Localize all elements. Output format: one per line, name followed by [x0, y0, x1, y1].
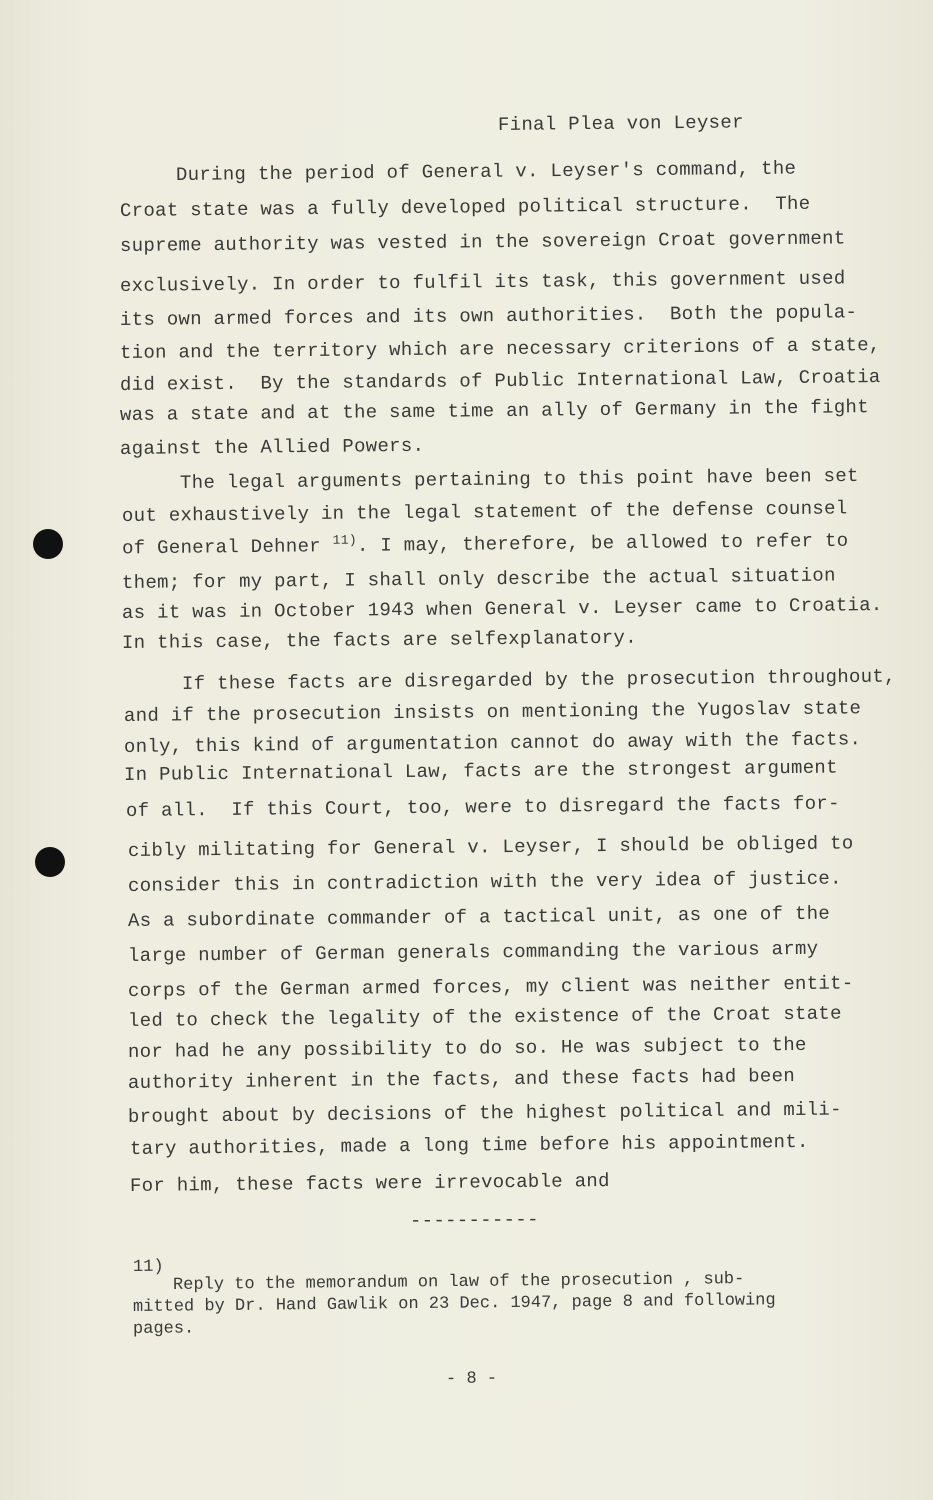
- text-line: of all. If this Court, too, were to disregard the facts for-: [125, 792, 840, 822]
- punch-hole: [33, 529, 63, 559]
- text-line: nor had he any possibility to do so. He was subject to the: [127, 1033, 807, 1063]
- page-number: - 8 -: [445, 1369, 498, 1389]
- text-line: against the Allied Powers.: [119, 434, 425, 460]
- text-line: did exist. By the standards of Public International Law, Croatia: [119, 366, 881, 396]
- footnote-line: pages.: [132, 1319, 195, 1339]
- text-line: led to check the legality of the existence of the Croat state: [127, 1002, 842, 1032]
- footnote-reference: 11): [332, 532, 357, 548]
- footnote-marker: 11): [132, 1257, 164, 1277]
- text-line: was a state and at the same time an ally of Germany in the fight: [119, 396, 869, 426]
- footnote-line: mitted by Dr. Hand Gawlik on 23 Dec. 1947, page 8 and following: [132, 1291, 776, 1317]
- text-fragment: . I may, therefore, be allowed to refer to: [356, 529, 849, 557]
- text-line: brought about by decisions of the highest political and mili-: [127, 1098, 842, 1128]
- page-header-title: Final Plea von Leyser: [497, 111, 744, 136]
- separator-line: -----------: [409, 1208, 539, 1232]
- text-line: cibly militating for General v. Leyser, I should be obliged to: [127, 832, 854, 862]
- text-line: supreme authority was vested in the sovereign Croat government: [119, 227, 846, 257]
- text-line: large number of German generals commanding the various army: [127, 937, 819, 967]
- text-line: tion and the territory which are necessary criterions of a state,: [119, 334, 881, 364]
- footnote-line: Reply to the memorandum on law of the prosecution , sub-: [172, 1270, 745, 1295]
- text-line: During the period of General v. Leyser's command, the: [175, 157, 797, 186]
- text-line: tary authorities, made a long time before his appointment.: [129, 1130, 809, 1160]
- text-line: For him, these facts were irrevocable and: [129, 1169, 610, 1197]
- text-line: its own armed forces and its own authorities. Both the popula-: [119, 301, 858, 331]
- text-line: them; for my part, I shall only describe the actual situation: [121, 564, 836, 594]
- text-line: The legal arguments pertaining to this point have been set: [179, 464, 859, 494]
- text-line: consider this in contradiction with the very idea of justice.: [127, 867, 842, 897]
- text-line: As a subordinate commander of a tactical unit, as one of the: [127, 902, 831, 932]
- text-line: and if the prosecution insists on mentioning the Yugoslav state: [123, 697, 862, 727]
- text-line: only, this kind of argumentation cannot do away with the facts.: [123, 728, 862, 758]
- text-line: out exhaustively in the legal statement of the defense counsel: [121, 497, 848, 527]
- text-line: authority inherent in the facts, and these facts had been: [127, 1065, 796, 1094]
- text-line: exclusively. In order to fulfil its task, this government used: [119, 267, 846, 297]
- punch-hole: [35, 847, 65, 877]
- text-line: If these facts are disregarded by the prosecution throughout,: [181, 665, 896, 695]
- text-line: as it was in October 1943 when General v. Leyser came to Croatia.: [121, 594, 883, 624]
- text-line: corps of the German armed forces, my client was neither entit-: [127, 972, 854, 1002]
- text-fragment: of General Dehner: [121, 535, 322, 560]
- text-line: In this case, the facts are selfexplanatory.: [121, 626, 637, 654]
- text-line: In Public International Law, facts are the strongest argument: [123, 756, 838, 786]
- text-line: Croat state was a fully developed political structure. The: [119, 192, 811, 222]
